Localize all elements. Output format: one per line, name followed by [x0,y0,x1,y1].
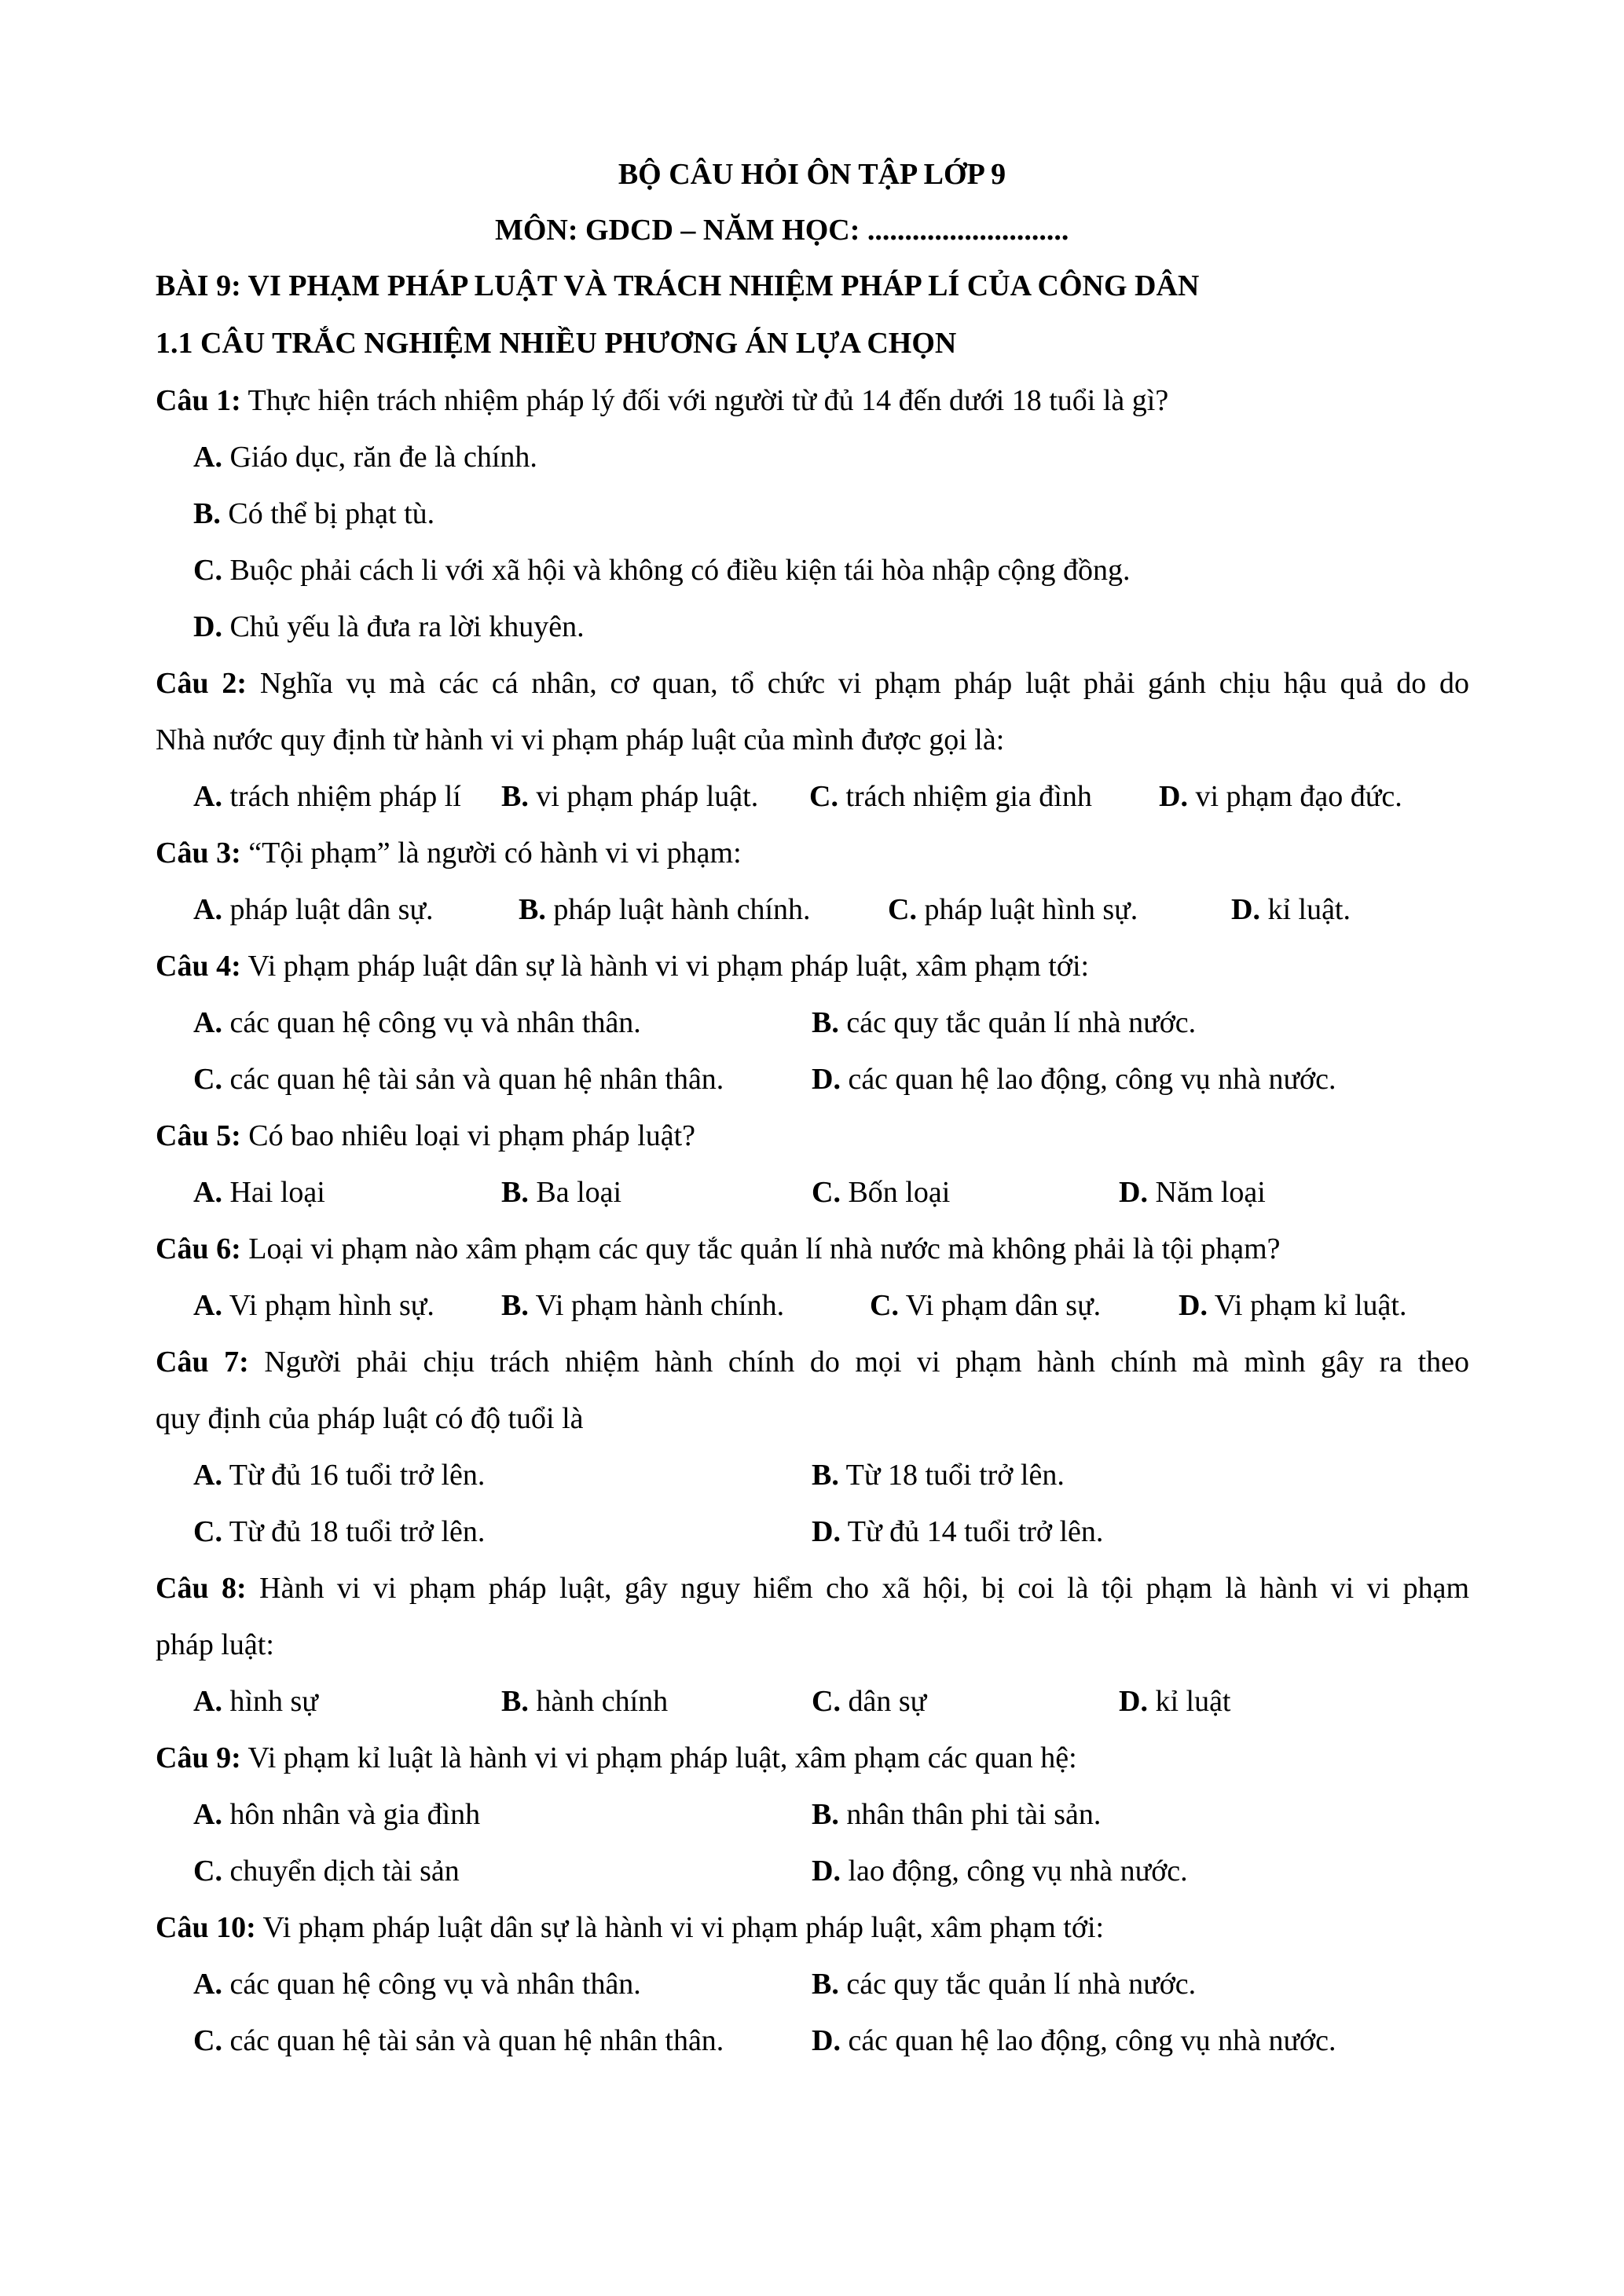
question-10 [156,1913,1104,1943]
question-3 [156,838,742,868]
question-4-option-c: C. các quan hệ tài sản và quan hệ nhân thân. [193,1063,724,1096]
question-text: Người phải chịu trách nhiệm hành chính do mọi vi phạm hành chính mà mình gây ra theo [248,1346,1469,1379]
question-2-option-c: C. trách nhiệm gia đình [809,780,1092,813]
question-10-option-d: D. các quan hệ lao động, công vụ nhà nước. [812,2024,1336,2057]
question-label: Câu 10: [156,1911,256,1944]
question-label: Câu 5: [156,1119,241,1152]
question-5-option-d: D. Năm loại [1119,1176,1266,1209]
question-2-option-d: D. vi phạm đạo đức. [1159,780,1402,813]
question-4-option-b: B. các quy tắc quản lí nhà nước. [812,1006,1197,1039]
question-3-option-c: C. pháp luật hình sự. [888,893,1138,926]
question-label: Câu 6: [156,1232,241,1265]
question-7-option-b: B. Từ 18 tuổi trở lên. [812,1459,1065,1492]
question-4 [156,951,1089,981]
question-label: Câu 3: [156,837,241,870]
lesson-title: BÀI 9: VI PHẠM PHÁP LUẬT VÀ TRÁCH NHIỆM PHÁP LÍ CỦA CÔNG DÂN [156,269,1200,302]
question-label: Câu 7: [156,1346,249,1379]
question-2-option-b: B. vi phạm pháp luật. [501,780,759,813]
question-text: “Tội phạm” là người có hành vi vi phạm: [240,837,742,870]
question-9 [156,1743,1077,1773]
question-1-option-b: B. Có thể bị phạt tù. [193,497,435,530]
question-6-option-b: B. Vi phạm hành chính. [501,1289,785,1322]
question-label: Câu 8: [156,1572,247,1605]
question-8-option-c: C. dân sự [812,1685,927,1718]
question-9-option-b: B. nhân thân phi tài sản. [812,1798,1102,1831]
question-2 [156,668,1469,698]
question-text: Hành vi vi phạm pháp luật, gây nguy hiểm cho xã hội, bị coi là tội phạm là hành vi vi phạm [246,1572,1470,1605]
question-text: Loại vi phạm nào xâm phạm các quy tắc quản lí nhà nước mà không phải là tội phạm? [240,1232,1281,1265]
question-1 [156,386,1168,416]
question-3-option-b: B. pháp luật hành chính. [519,893,811,926]
question-5 [156,1121,695,1151]
question-7-option-c: C. Từ đủ 18 tuổi trở lên. [193,1515,486,1548]
question-1-option-c: C. Buộc phải cách li với xã hội và không có điều kiện tái hòa nhập cộng đồng. [193,554,1131,587]
document-title: BỘ CÂU HỎI ÔN TẬP LỚP 9 [618,158,1006,191]
question-3-option-a: A. pháp luật dân sự. [193,893,434,926]
question-label: Câu 9: [156,1741,241,1774]
question-6-option-c: C. Vi phạm dân sự. [870,1289,1102,1322]
question-6-option-d: D. Vi phạm kỉ luật. [1179,1289,1407,1322]
question-5-option-c: C. Bốn loại [812,1176,951,1209]
question-8-option-a: A. hình sự [193,1685,318,1718]
question-7-continuation: quy định của pháp luật có độ tuổi là [156,1402,584,1435]
question-6-option-a: A. Vi phạm hình sự. [193,1289,434,1322]
question-10-option-a: A. các quan hệ công vụ và nhân thân. [193,1968,641,2001]
question-5-option-b: B. Ba loại [501,1176,622,1209]
question-label: Câu 4: [156,950,241,983]
question-10-option-b: B. các quy tắc quản lí nhà nước. [812,1968,1197,2001]
question-label: Câu 1: [156,384,241,417]
question-text: Có bao nhiêu loại vi phạm pháp luật? [240,1119,696,1152]
question-2-continuation: Nhà nước quy định từ hành vi vi phạm pháp luật của mình được gọi là: [156,723,1005,756]
question-7 [156,1347,1469,1377]
question-label: Câu 2: [156,667,247,700]
question-9-option-d: D. lao động, công vụ nhà nước. [812,1855,1188,1888]
question-5-option-a: A. Hai loại [193,1176,325,1209]
question-8-option-b: B. hành chính [501,1685,669,1718]
question-text: Vi phạm kỉ luật là hành vi vi phạm pháp luật, xâm phạm các quan hệ: [240,1741,1077,1774]
question-1-option-d: D. Chủ yếu là đưa ra lời khuyên. [193,610,585,643]
question-8-option-d: D. kỉ luật [1119,1685,1231,1718]
question-6 [156,1234,1281,1264]
question-text: Vi phạm pháp luật dân sự là hành vi vi phạm pháp luật, xâm phạm tới: [255,1911,1105,1944]
subject-line: MÔN: GDCD – NĂM HỌC: ........................... [495,214,1069,247]
question-9-option-a: A. hôn nhân và gia đình [193,1798,481,1831]
question-4-option-a: A. các quan hệ công vụ và nhân thân. [193,1006,641,1039]
question-8 [156,1573,1469,1603]
question-7-option-d: D. Từ đủ 14 tuổi trở lên. [812,1515,1104,1548]
question-7-option-a: A. Từ đủ 16 tuổi trở lên. [193,1459,486,1492]
question-8-continuation: pháp luật: [156,1628,274,1661]
question-4-option-d: D. các quan hệ lao động, công vụ nhà nước. [812,1063,1336,1096]
question-text: Vi phạm pháp luật dân sự là hành vi vi phạm pháp luật, xâm phạm tới: [240,950,1090,983]
question-10-option-c: C. các quan hệ tài sản và quan hệ nhân thân. [193,2024,724,2057]
question-text: Nghĩa vụ mà các cá nhân, cơ quan, tổ chức vi phạm pháp luật phải gánh chịu hậu quả do do [247,667,1470,700]
question-9-option-c: C. chuyển dịch tài sản [193,1855,460,1888]
question-2-option-a: A. trách nhiệm pháp lí [193,780,461,813]
question-1-option-a: A. Giáo dục, răn đe là chính. [193,441,537,474]
question-3-option-d: D. kỉ luật. [1231,893,1351,926]
section-title: 1.1 CÂU TRẮC NGHIỆM NHIỀU PHƯƠNG ÁN LỰA CHỌN [156,327,957,360]
question-text: Thực hiện trách nhiệm pháp lý đối với người từ đủ 14 đến dưới 18 tuổi là gì? [240,384,1169,417]
